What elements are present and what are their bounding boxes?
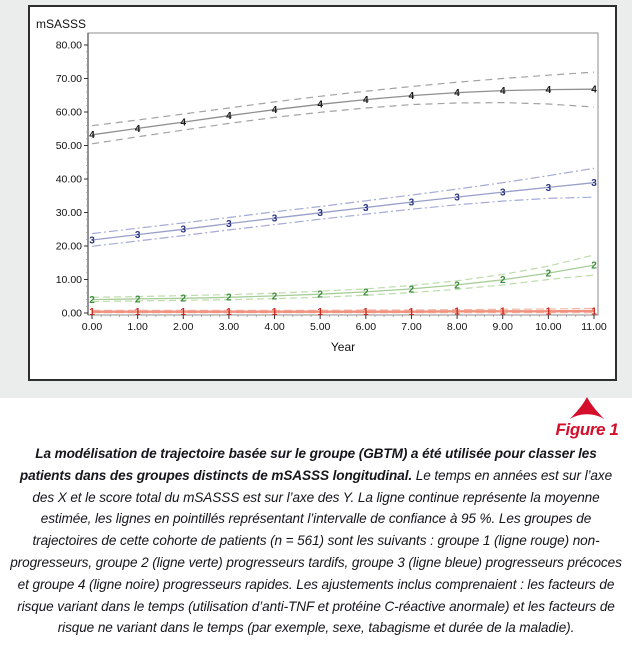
svg-text:1: 1 [454,306,460,318]
svg-text:3: 3 [499,187,506,199]
svg-text:5.00: 5.00 [309,321,331,333]
svg-text:40.00: 40.00 [55,173,82,186]
svg-text:3: 3 [545,182,552,194]
svg-text:3: 3 [226,218,232,230]
svg-text:4: 4 [545,84,552,96]
svg-text:80.00: 80.00 [55,39,82,52]
svg-text:4.00: 4.00 [264,321,285,333]
svg-text:2: 2 [180,293,187,305]
svg-text:4: 4 [180,117,187,129]
svg-text:10.00: 10.00 [535,321,562,333]
svg-text:3: 3 [408,197,415,209]
arrowhead-icon [567,396,607,421]
svg-text:4: 4 [89,130,95,142]
svg-text:2: 2 [134,294,141,306]
svg-text:2.00: 2.00 [173,321,194,333]
svg-text:50.00: 50.00 [55,140,82,153]
svg-text:7.00: 7.00 [401,321,422,333]
svg-text:Year: Year [330,340,356,354]
svg-text:4: 4 [454,87,460,99]
svg-text:4: 4 [363,95,369,107]
svg-text:1: 1 [134,307,141,319]
svg-text:2: 2 [226,292,232,304]
svg-text:11.00: 11.00 [581,321,607,333]
svg-text:3: 3 [89,235,95,247]
svg-text:0.00: 0.00 [61,307,82,320]
chart-panel [28,5,617,381]
svg-text:1: 1 [271,307,278,319]
svg-text:1: 1 [591,306,597,318]
svg-text:4: 4 [499,85,506,97]
svg-text:9.00: 9.00 [492,321,513,333]
svg-text:2: 2 [454,280,460,292]
trajectory-chart [30,7,615,379]
svg-text:1.00: 1.00 [127,321,148,333]
svg-text:1: 1 [545,306,552,318]
svg-text:2: 2 [591,260,597,272]
svg-text:4: 4 [591,84,597,96]
svg-text:2: 2 [499,275,506,287]
svg-text:3: 3 [180,224,187,236]
svg-text:mSASSS: mSASSS [36,17,87,31]
svg-text:3: 3 [271,213,278,225]
svg-text:3: 3 [317,208,323,220]
svg-text:10.00: 10.00 [55,274,82,287]
caption-body: Le temps en années est sur l’axe des X et le score total du mSASSS est sur l’axe des Y. La ligne continue représente la moyenne estimée, les lignes en pointillés représentant l’intervalle de confiance à 95 %. Les groupes de trajectoires de cette cohorte de patients (n = 561) sont les suivants : groupe 1 (ligne rouge) non-progresseurs, groupe 2 (ligne verte) progresseurs tardifs, groupe 3 (ligne bleue) progresseurs précoces et groupe 4 (ligne noire) progresseurs rapides. Les ajustements inclus comprenaient : les facteurs de risque variant dans le temps (utilisation d’anti-TNF et protéine C-réactive anormale) et les facteurs de risque ne variant dans le temps (par exemple, sexe, tabagisme et durée de la maladie). [10,467,622,636]
svg-text:1: 1 [226,307,232,319]
svg-text:2: 2 [545,268,552,280]
svg-text:1: 1 [89,307,95,319]
svg-text:60.00: 60.00 [55,106,82,119]
svg-text:4: 4 [317,99,323,111]
caption-lead: La modélisation de trajectoire basée sur le groupe (GBTM) a été utilisée pour classer les patients dans des groupes distincts de mSASSS longitudinal. [19,446,597,483]
svg-text:1: 1 [363,307,369,319]
figure-badge [547,396,627,440]
svg-text:30.00: 30.00 [55,207,82,220]
svg-text:0.00: 0.00 [81,321,103,333]
svg-text:3: 3 [363,202,369,214]
svg-text:2: 2 [271,291,278,303]
svg-text:20.00: 20.00 [55,240,82,253]
svg-text:3.00: 3.00 [218,321,240,333]
svg-text:6.00: 6.00 [355,321,377,333]
svg-text:1: 1 [499,306,506,318]
svg-text:2: 2 [363,287,369,299]
svg-text:1: 1 [408,307,415,319]
figure-label: Figure 1 [555,420,619,439]
svg-text:1: 1 [180,307,187,319]
figure-caption [8,443,624,639]
svg-text:1: 1 [317,307,323,319]
svg-text:2: 2 [317,289,323,301]
svg-text:4: 4 [271,105,278,117]
svg-text:4: 4 [134,123,141,135]
svg-text:2: 2 [408,284,415,296]
svg-text:4: 4 [408,90,415,102]
svg-text:2: 2 [89,295,95,306]
svg-text:4: 4 [226,111,232,123]
svg-text:70.00: 70.00 [55,73,82,86]
svg-text:3: 3 [454,192,460,204]
svg-text:8.00: 8.00 [446,321,468,333]
svg-text:3: 3 [134,230,141,242]
svg-text:3: 3 [591,178,597,190]
